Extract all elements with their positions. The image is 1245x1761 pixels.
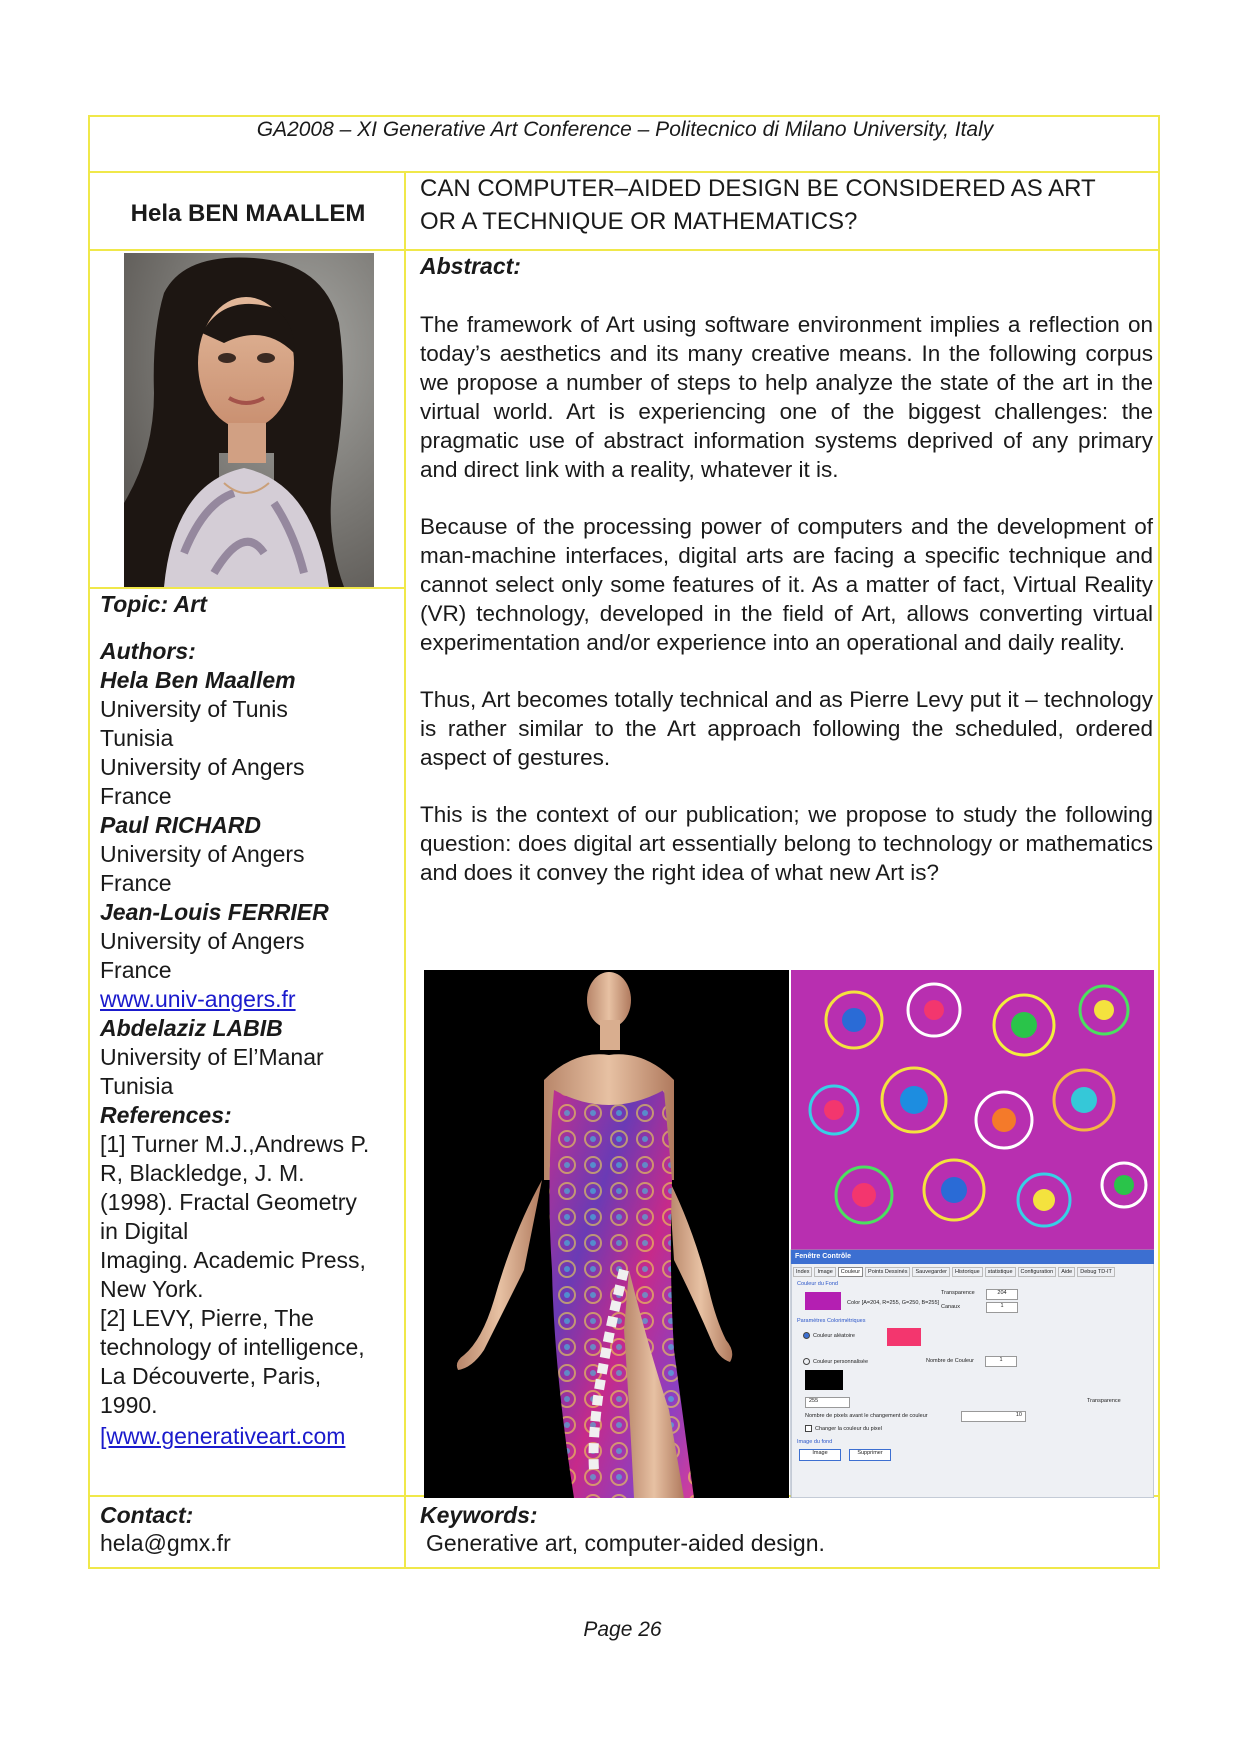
- checkbox-icon: [805, 1425, 812, 1432]
- reference-line: [1] Turner M.J.,Andrews P.: [100, 1131, 370, 1157]
- author2-name: Paul RICHARD: [100, 812, 262, 838]
- author3-affiliation: University of Angers: [100, 928, 305, 954]
- author4-name: Abdelaziz LABIB: [100, 1015, 283, 1041]
- tab-statistique[interactable]: statistique: [985, 1267, 1016, 1277]
- conference-header: GA2008 – XI Generative Art Conference – Politecnico di Milano University, Italy: [256, 118, 994, 141]
- author1-country: Tunisia: [100, 725, 174, 751]
- author1-affiliation: University of Tunis: [100, 696, 288, 722]
- tab-bar: [793, 1267, 1115, 1277]
- reference-line: Imaging. Academic Press,: [100, 1247, 366, 1273]
- tab-index[interactable]: Index: [793, 1267, 812, 1277]
- value-255-input[interactable]: 255: [805, 1397, 850, 1408]
- section-fond: Couleur du Fond: [797, 1281, 838, 1287]
- black-swatch[interactable]: [805, 1370, 843, 1390]
- abstract-heading: Abstract:: [420, 253, 521, 279]
- tab-image[interactable]: Image: [814, 1267, 835, 1277]
- page-number: Page 26: [583, 1618, 662, 1641]
- paper-title: [420, 172, 1140, 238]
- section-params: Paramètres Colorimétriques: [797, 1318, 866, 1324]
- delete-button[interactable]: Supprimer: [849, 1449, 891, 1461]
- authors-heading: Authors:: [100, 638, 196, 664]
- title-line-1: CAN COMPUTER–AIDED DESIGN BE CONSIDERED AS ART: [420, 175, 1096, 202]
- transparence-input[interactable]: 204: [986, 1289, 1018, 1300]
- keywords-text: Generative art, computer-aided design.: [426, 1530, 825, 1556]
- radio-custom-label: Couleur personnalisée: [813, 1358, 869, 1365]
- nombre-input[interactable]: 1: [985, 1356, 1017, 1367]
- reference-line: [2] LEVY, Pierre, The: [100, 1305, 314, 1331]
- author1-affiliation-2: University of Angers: [100, 754, 305, 780]
- author2-country: France: [100, 870, 172, 896]
- sidebar-info: [100, 590, 405, 1451]
- author2-affiliation: University of Angers: [100, 841, 305, 867]
- tab-couleur[interactable]: Couleur: [838, 1267, 863, 1277]
- row-divider-2: [88, 249, 1160, 251]
- tab-configuration[interactable]: Configuration: [1018, 1267, 1057, 1277]
- figure-panels: [424, 970, 1154, 1498]
- keywords-heading: Keywords:: [420, 1502, 538, 1528]
- univ-angers-link[interactable]: www.univ-angers.fr: [100, 986, 296, 1012]
- abstract-paragraph-1: The framework of Art using software environment implies a reflection on today’s aesthetics and its many creative means. In the following corpus we propose a number of steps to help analyze the state of the art in the virtual world. Art is experiencing one of the biggest challenges: the pragmatic use of abstract information systems deprived of any primary and direct link with a reality, whatever it is.: [420, 312, 1153, 482]
- transparence-label: Transparence: [941, 1290, 975, 1296]
- tab-sauvegarder[interactable]: Sauvegarder: [912, 1267, 950, 1277]
- bg-color-swatch[interactable]: [805, 1292, 841, 1310]
- reference-line: R, Blackledge, J. M.: [100, 1160, 305, 1186]
- radio-random-label: Couleur aléatoire: [813, 1332, 855, 1339]
- abstract-paragraph-2: Because of the processing power of computers and the development of man-machine interfaces, digital arts are facing a specific technique and cannot select only some features of it. As a matter of fact, Virtual Reality (VR) technology, developed in the field of Art, allows converting virtual experimentation and/or experience into an operational and daily reality.: [420, 514, 1153, 655]
- color-readout: Color [A=204, R=255, G=250, B=255]: [847, 1300, 940, 1306]
- abstract-paragraph-4: This is the context of our publication; we propose to study the following question: does digital art essentially belong to technology or mathematics and does it convey the right idea of what new Art is?: [420, 802, 1153, 885]
- reference-line: (1998). Fractal Geometry: [100, 1189, 357, 1215]
- reference-line: La Découverte, Paris,: [100, 1363, 322, 1389]
- tab-aide[interactable]: Aide: [1058, 1267, 1075, 1277]
- generativeart-link[interactable]: [www.generativeart.com: [100, 1423, 346, 1449]
- author3-country: France: [100, 957, 172, 983]
- abstract-body: [420, 310, 1153, 887]
- author4-affiliation: University of El’Manar: [100, 1044, 324, 1070]
- reference-line: technology of intelligence,: [100, 1334, 365, 1360]
- image-button[interactable]: Image: [799, 1449, 841, 1461]
- window-title: Fenêtre Contrôle: [795, 1253, 852, 1260]
- abstract-paragraph-3: Thus, Art becomes totally technical and as Pierre Levy put it – technology is rather similar to the Art approach following the scheduled, ordered aspect of gestures.: [420, 687, 1153, 770]
- portrait-illustration: [124, 253, 374, 587]
- radio-custom[interactable]: [803, 1358, 868, 1365]
- checkbox-label: Changer la couleur du pixel: [815, 1425, 882, 1432]
- topic-label: Topic: Art: [100, 591, 207, 617]
- contact-email: hela@gmx.fr: [100, 1530, 231, 1556]
- transparence2-label: Transparence: [1087, 1398, 1121, 1404]
- contact-heading: Contact:: [100, 1502, 194, 1528]
- dress-model-panel: [424, 970, 789, 1498]
- section-image: Image du fond: [797, 1439, 833, 1445]
- author-photo: [124, 253, 374, 587]
- canaux-input[interactable]: 1: [986, 1302, 1018, 1313]
- pixels-input[interactable]: 10: [961, 1411, 1026, 1422]
- author1-country-2: France: [100, 783, 172, 809]
- reference-line: 1990.: [100, 1392, 158, 1418]
- tab-points[interactable]: Points Dessinés: [865, 1267, 910, 1277]
- photo-bottom-divider: [88, 587, 406, 589]
- nombre-label: Nombre de Couleur: [926, 1358, 974, 1364]
- reference-line: in Digital: [100, 1218, 189, 1244]
- author4-country: Tunisia: [100, 1073, 174, 1099]
- pink-swatch[interactable]: [887, 1328, 921, 1346]
- author-name: Hela BEN MAALLEM: [130, 200, 366, 227]
- pixels-label: Nombre de pixels avant le changement de couleur: [805, 1413, 928, 1419]
- reference-line: New York.: [100, 1276, 204, 1302]
- radio-icon: [803, 1358, 810, 1365]
- title-line-2: OR A TECHNIQUE OR MATHEMATICS?: [420, 208, 858, 235]
- author3-name: Jean-Louis FERRIER: [100, 899, 329, 925]
- change-color-checkbox[interactable]: [805, 1425, 882, 1432]
- radio-icon: [803, 1332, 810, 1339]
- tab-debug[interactable]: Debug TD-IT: [1077, 1267, 1115, 1277]
- control-window: [791, 1250, 1154, 1498]
- canaux-label: Canaux: [941, 1304, 960, 1310]
- radio-random[interactable]: [803, 1332, 855, 1339]
- tab-historique[interactable]: Historique: [952, 1267, 983, 1277]
- author1-name: Hela Ben Maallem: [100, 667, 296, 693]
- references-heading: References:: [100, 1102, 232, 1128]
